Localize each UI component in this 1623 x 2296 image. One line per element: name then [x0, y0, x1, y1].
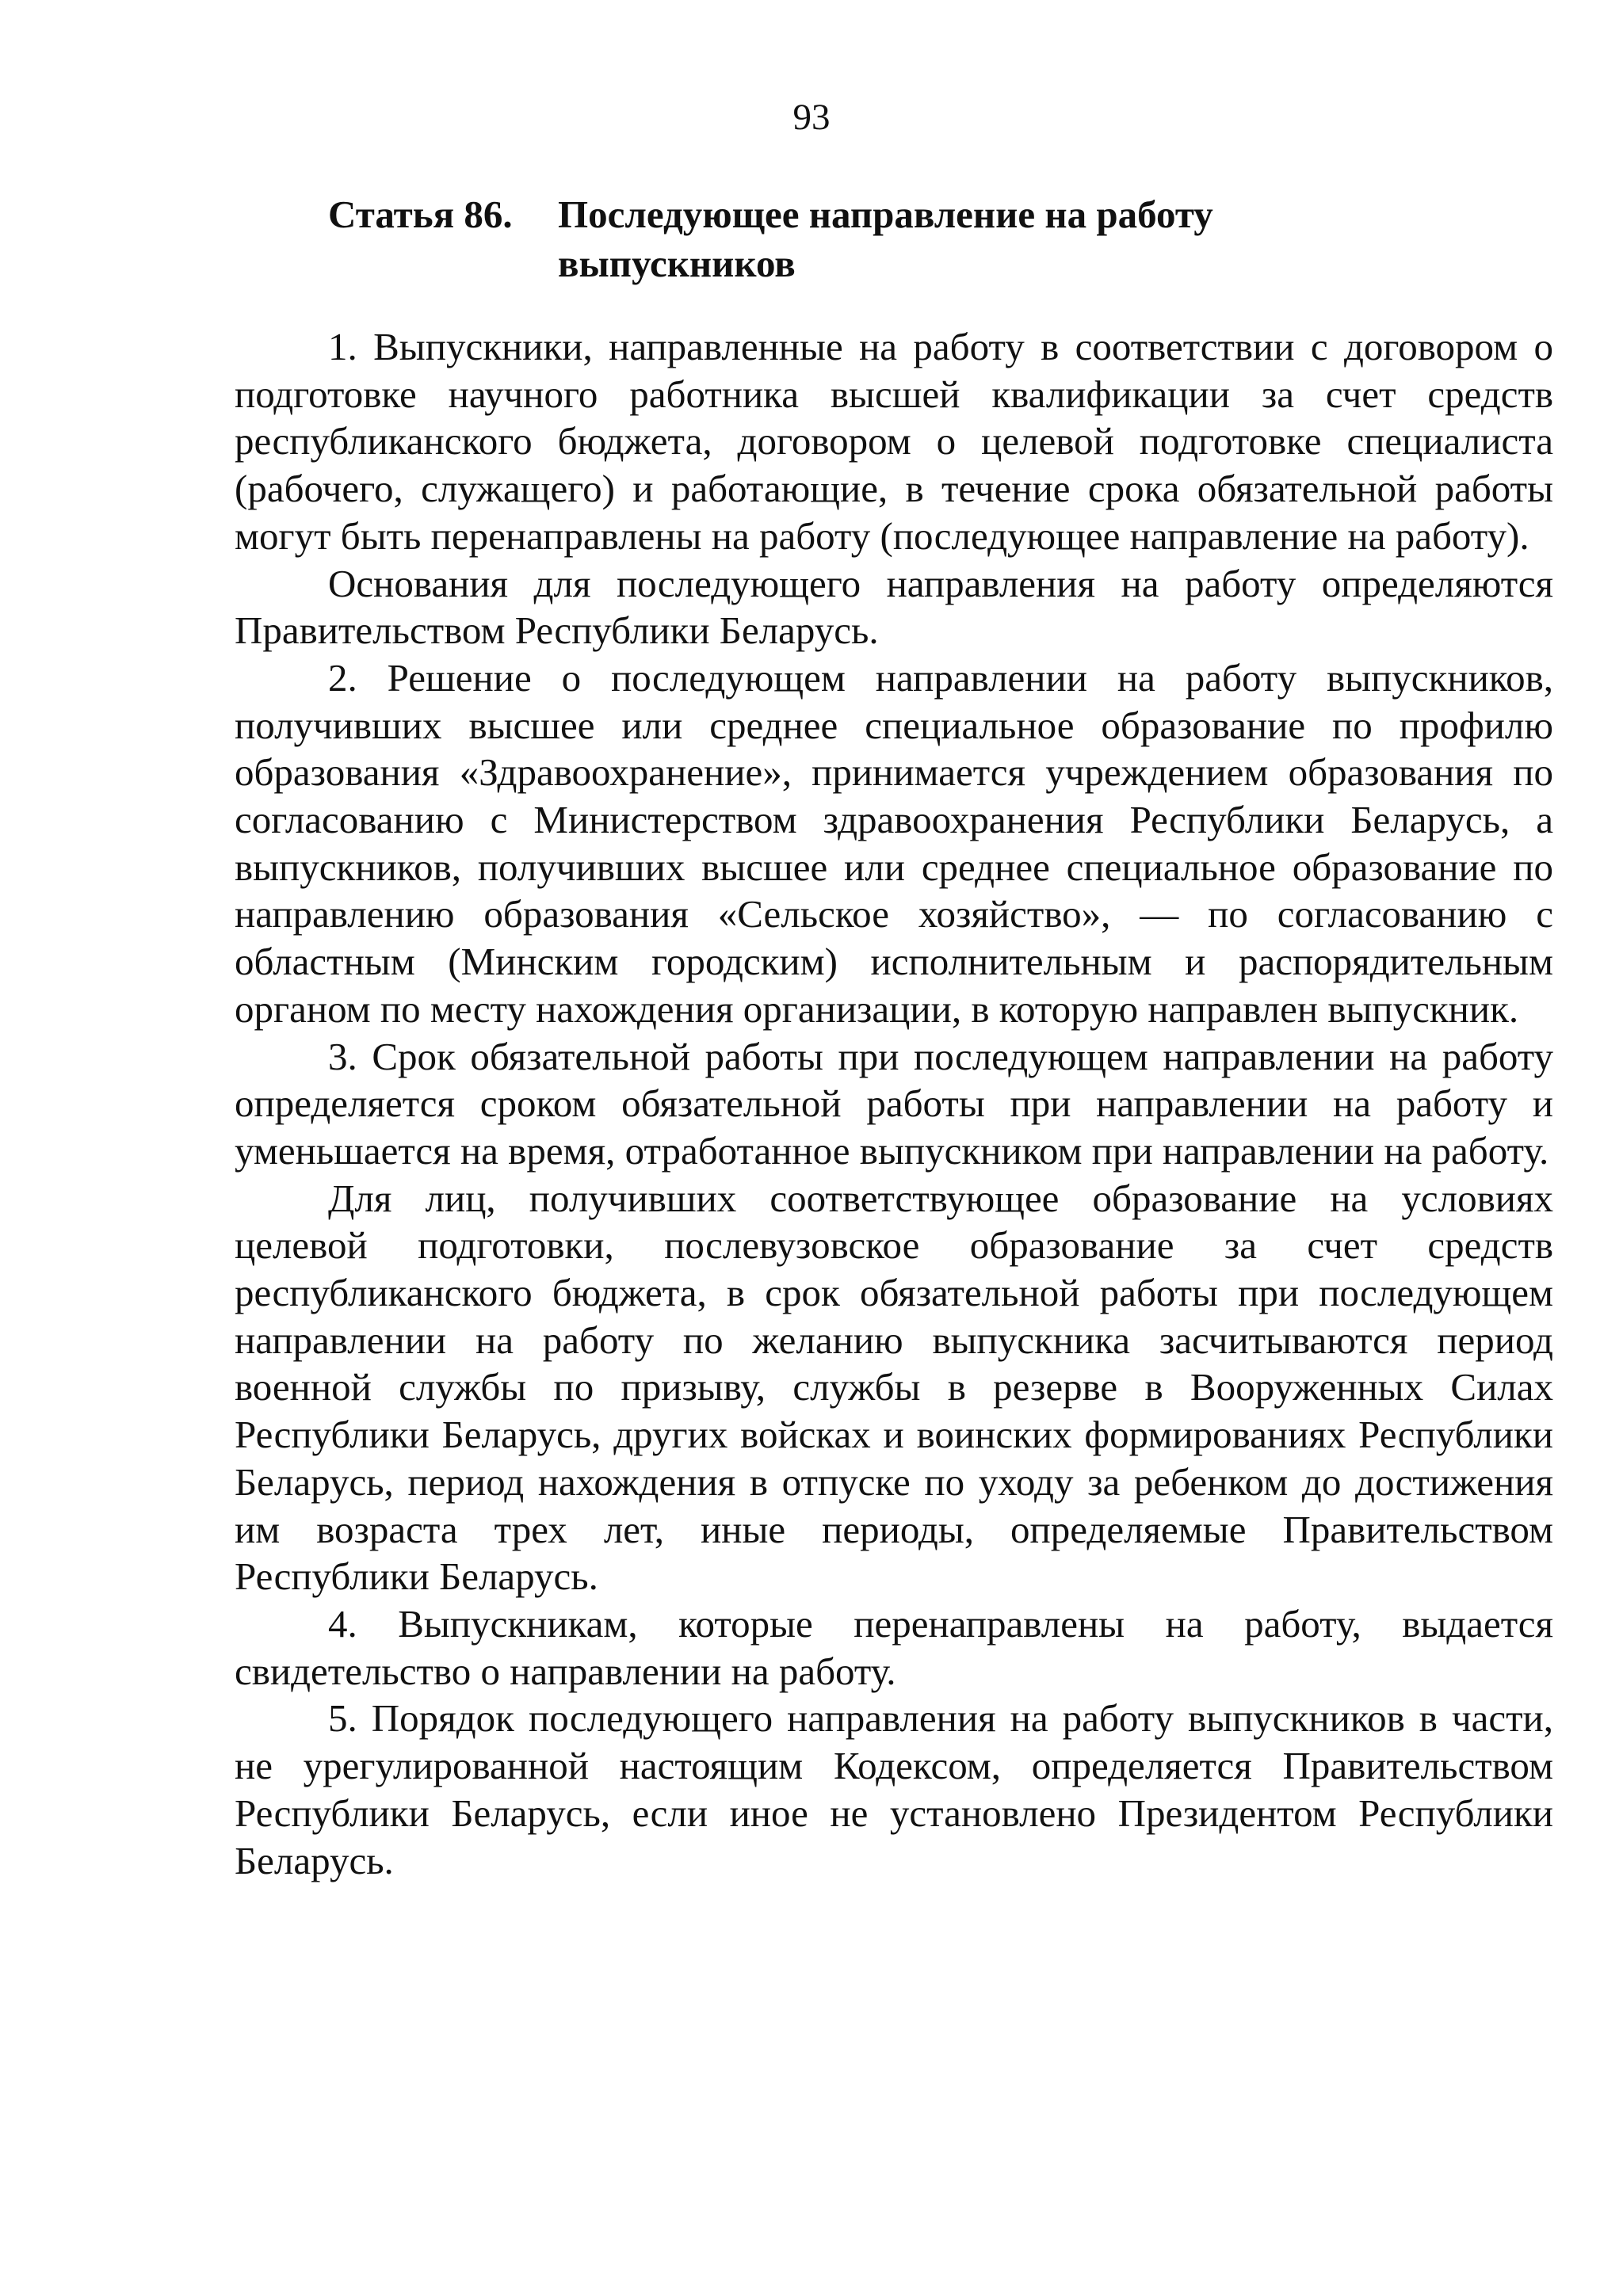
paragraph-2: 2. Решение о последующем направлении на работу выпускников, получивших высшее или среднее специальное образование по профилю образования «Здравоохранение», принимается учреждением образования по согласованию с Министерством здравоохранения Республики Беларусь, а выпускников, получивших высшее или среднее специальное образование по направлению образования «Сельское хозяйство», — по согласованию с областным (Минским городским) исполнительным и распорядительным органом по месту нахождения организации, в которую направлен выпускник.	[235, 655, 1553, 1031]
article-label: Статья 86.	[328, 193, 513, 236]
paragraph-4: 4. Выпускникам, которые перенаправлены на работу, выдается свидетельство о направлении на работу.	[235, 1601, 1553, 1693]
article-body	[235, 323, 1553, 1884]
article-title-line-1: Последующее направление на работу	[558, 193, 1213, 236]
paragraph-1-basis: Основания для последующего направления на работу определяются Правительством Республики Беларусь.	[235, 561, 1553, 653]
article-heading	[328, 190, 1564, 288]
paragraph-5: 5. Порядок последующего направления на работу выпускников в части, не урегулированной настоящим Кодексом, определяется Правительством Республики Беларусь, если иное не установлено Президентом Республики Беларусь.	[235, 1696, 1553, 1882]
paragraph-3: 3. Срок обязательной работы при последующем направлении на работу определяется сроком обязательной работы при направлении на работу и уменьшается на время, отработанное выпускником при направлении на работу.	[235, 1034, 1553, 1173]
paragraph-1: 1. Выпускники, направленные на работу в соответствии с договором о подготовке научного работника высшей квалификации за счет средств республиканского бюджета, договором о целевой подготовке специалиста (рабочего, служащего) и работающие, в течение срока обязательной работы могут быть перенаправлены на работу (последующее направление на работу).	[235, 325, 1553, 558]
paragraph-3-periods: Для лиц, получивших соответствующее образование на условиях целевой подготовки, послевузовское образование за счет средств республиканского бюджета, в срок обязательной работы при последующем направлении на работу по желанию выпускника засчитываются период военной службы по призыву, службы в резерве в Вооруженных Силах Республики Беларусь, других войсках и воинских формированиях Республики Беларусь, период нахождения в отпуске по уходу за ребенком до достижения им возраста трех лет, иные периоды, определяемые Правительством Республики Беларусь.	[235, 1176, 1553, 1599]
article-title-line-2: выпускников	[558, 242, 796, 285]
article-title	[558, 190, 1350, 288]
page-number: 93	[792, 97, 831, 138]
